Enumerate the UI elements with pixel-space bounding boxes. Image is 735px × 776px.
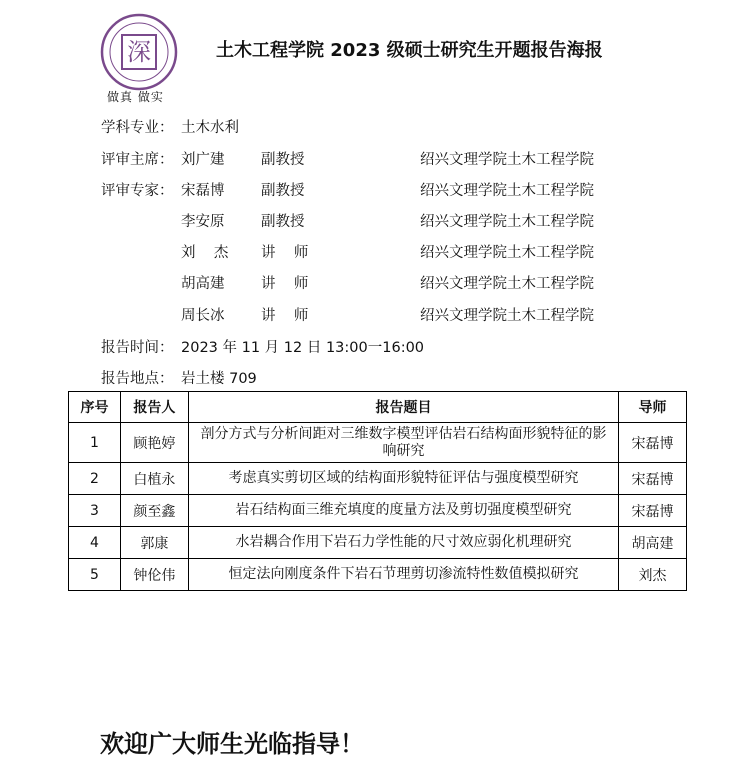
row-index: 3 [69, 495, 121, 527]
row-advisor: 宋磊博 [619, 495, 687, 527]
expert-rank: 副教授 [261, 214, 305, 230]
place-value: 岩土楼 709 [181, 371, 257, 387]
expert-rank: 讲 师 [261, 245, 309, 261]
expert-name: 胡高建 [181, 276, 225, 292]
expert-org: 绍兴文理学院土木工程学院 [420, 214, 594, 230]
table-row [69, 527, 687, 559]
header-topic: 报告题目 [188, 392, 618, 423]
university-logo [100, 13, 178, 91]
row-advisor: 宋磊博 [619, 423, 687, 463]
row-advisor: 胡高建 [619, 527, 687, 559]
header-index: 序号 [69, 392, 121, 423]
time-value: 2023 年 11 月 12 日 13:00一16:00 [181, 340, 425, 356]
header-advisor: 导师 [619, 392, 687, 423]
expert-rank: 讲 师 [261, 308, 309, 324]
expert-org: 绍兴文理学院土木工程学院 [420, 308, 594, 324]
expert-rank: 讲 师 [261, 276, 309, 292]
row-index: 5 [69, 559, 121, 591]
expert-org: 绍兴文理学院土木工程学院 [420, 183, 594, 199]
welcome-message: 欢迎广大师生光临指导！ [100, 730, 364, 758]
row-index: 4 [69, 527, 121, 559]
row-topic: 岩石结构面三维充填度的度量方法及剪切强度模型研究 [188, 495, 618, 527]
university-motto: 做真 做实 [107, 90, 164, 104]
row-topic: 考虑真实剪切区域的结构面形貌特征评估与强度模型研究 [188, 463, 618, 495]
row-presenter: 郭康 [120, 527, 188, 559]
row-index: 2 [69, 463, 121, 495]
expert-rank: 副教授 [261, 183, 305, 199]
expert-org: 绍兴文理学院土木工程学院 [420, 276, 594, 292]
row-presenter: 白植永 [120, 463, 188, 495]
report-schedule-table [68, 391, 687, 591]
row-index: 1 [69, 423, 121, 463]
table-row [69, 463, 687, 495]
major-value: 土木水利 [181, 120, 239, 136]
table-row [69, 495, 687, 527]
row-topic: 恒定法向刚度条件下岩石节理剪切渗流特性数值模拟研究 [188, 559, 618, 591]
row-presenter: 顾艳婷 [120, 423, 188, 463]
expert-name: 李安原 [181, 214, 225, 230]
row-topic: 水岩耦合作用下岩石力学性能的尺寸效应弱化机理研究 [188, 527, 618, 559]
place-label: 报告地点： [101, 371, 174, 387]
poster-title: 土木工程学院 2023 级硕士研究生开题报告海报 [216, 40, 603, 61]
header-presenter: 报告人 [120, 392, 188, 423]
expert-name: 宋磊博 [181, 183, 225, 199]
table-row [69, 423, 687, 463]
table-header-row [69, 392, 687, 423]
row-topic: 剖分方式与分析间距对三维数字模型评估岩石结构面形貌特征的影响研究 [188, 423, 618, 463]
row-presenter: 颜至鑫 [120, 495, 188, 527]
time-label: 报告时间： [101, 340, 174, 356]
chair-name: 刘广建 [181, 152, 225, 168]
chair-org: 绍兴文理学院土木工程学院 [420, 152, 594, 168]
chair-rank: 副教授 [261, 152, 305, 168]
row-presenter: 钟伦伟 [120, 559, 188, 591]
row-advisor: 刘杰 [619, 559, 687, 591]
logo-emblem-text: 深 [127, 38, 151, 66]
chair-label: 评审主席： [101, 152, 174, 168]
expert-name: 刘 杰 [181, 245, 229, 261]
expert-name: 周长冰 [181, 308, 225, 324]
expert-org: 绍兴文理学院土木工程学院 [420, 245, 594, 261]
experts-label: 评审专家： [101, 183, 174, 199]
table-row [69, 559, 687, 591]
major-label: 学科专业： [101, 120, 174, 136]
row-advisor: 宋磊博 [619, 463, 687, 495]
